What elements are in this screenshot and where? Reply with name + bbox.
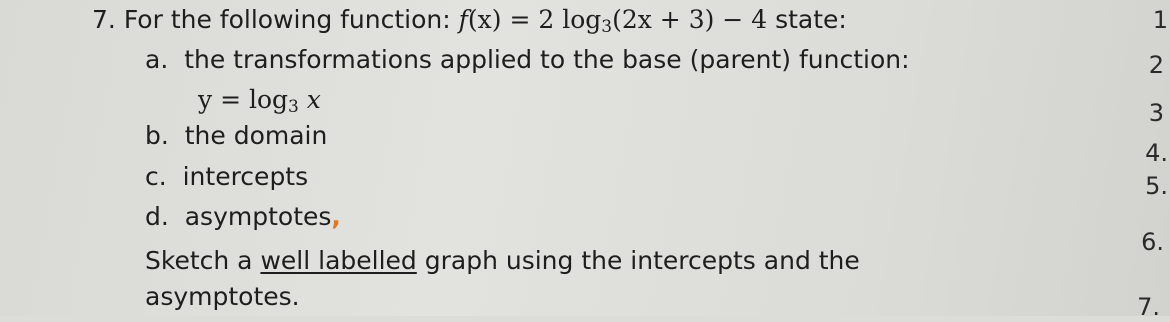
sketch-instruction-line1: Sketch a well labelled graph using the intercepts and the [145,246,860,275]
margin-number: 6. [1141,228,1164,256]
margin-number: 5. [1145,172,1168,200]
item-letter: d. [145,202,169,231]
margin-number: 2 [1148,51,1164,79]
item-a [145,43,910,77]
question-header [92,3,847,44]
item-letter: c. [145,162,167,191]
item-text: the transformations applied to the base (parent) function: [184,45,910,74]
margin-number: 3 [1148,99,1164,127]
question-number: 7. [92,5,116,34]
annotation-comma: , [331,202,341,231]
item-text: the domain [184,121,328,150]
item-b [145,119,327,153]
margin-number: 1 [1152,6,1168,34]
function-expression: f(x) = 2 $\log_3(2x + 3) - 4$ [458,5,768,37]
parent-function: $y = \log_3 x$ [198,85,321,117]
question-intro: For the following function: [123,5,451,34]
underlined-phrase: well labelled [260,246,417,275]
item-letter: b. [145,121,169,150]
question-tail: state: [775,5,847,34]
item-c [145,160,308,194]
item-text: intercepts [182,162,309,191]
margin-number: 7. [1137,293,1160,321]
item-letter: a. [145,45,169,74]
sketch-instruction-line2: asymptotes. [145,282,300,311]
margin-number: 4. [1145,139,1168,167]
item-text: asymptotes [184,202,332,231]
item-d [145,200,341,234]
